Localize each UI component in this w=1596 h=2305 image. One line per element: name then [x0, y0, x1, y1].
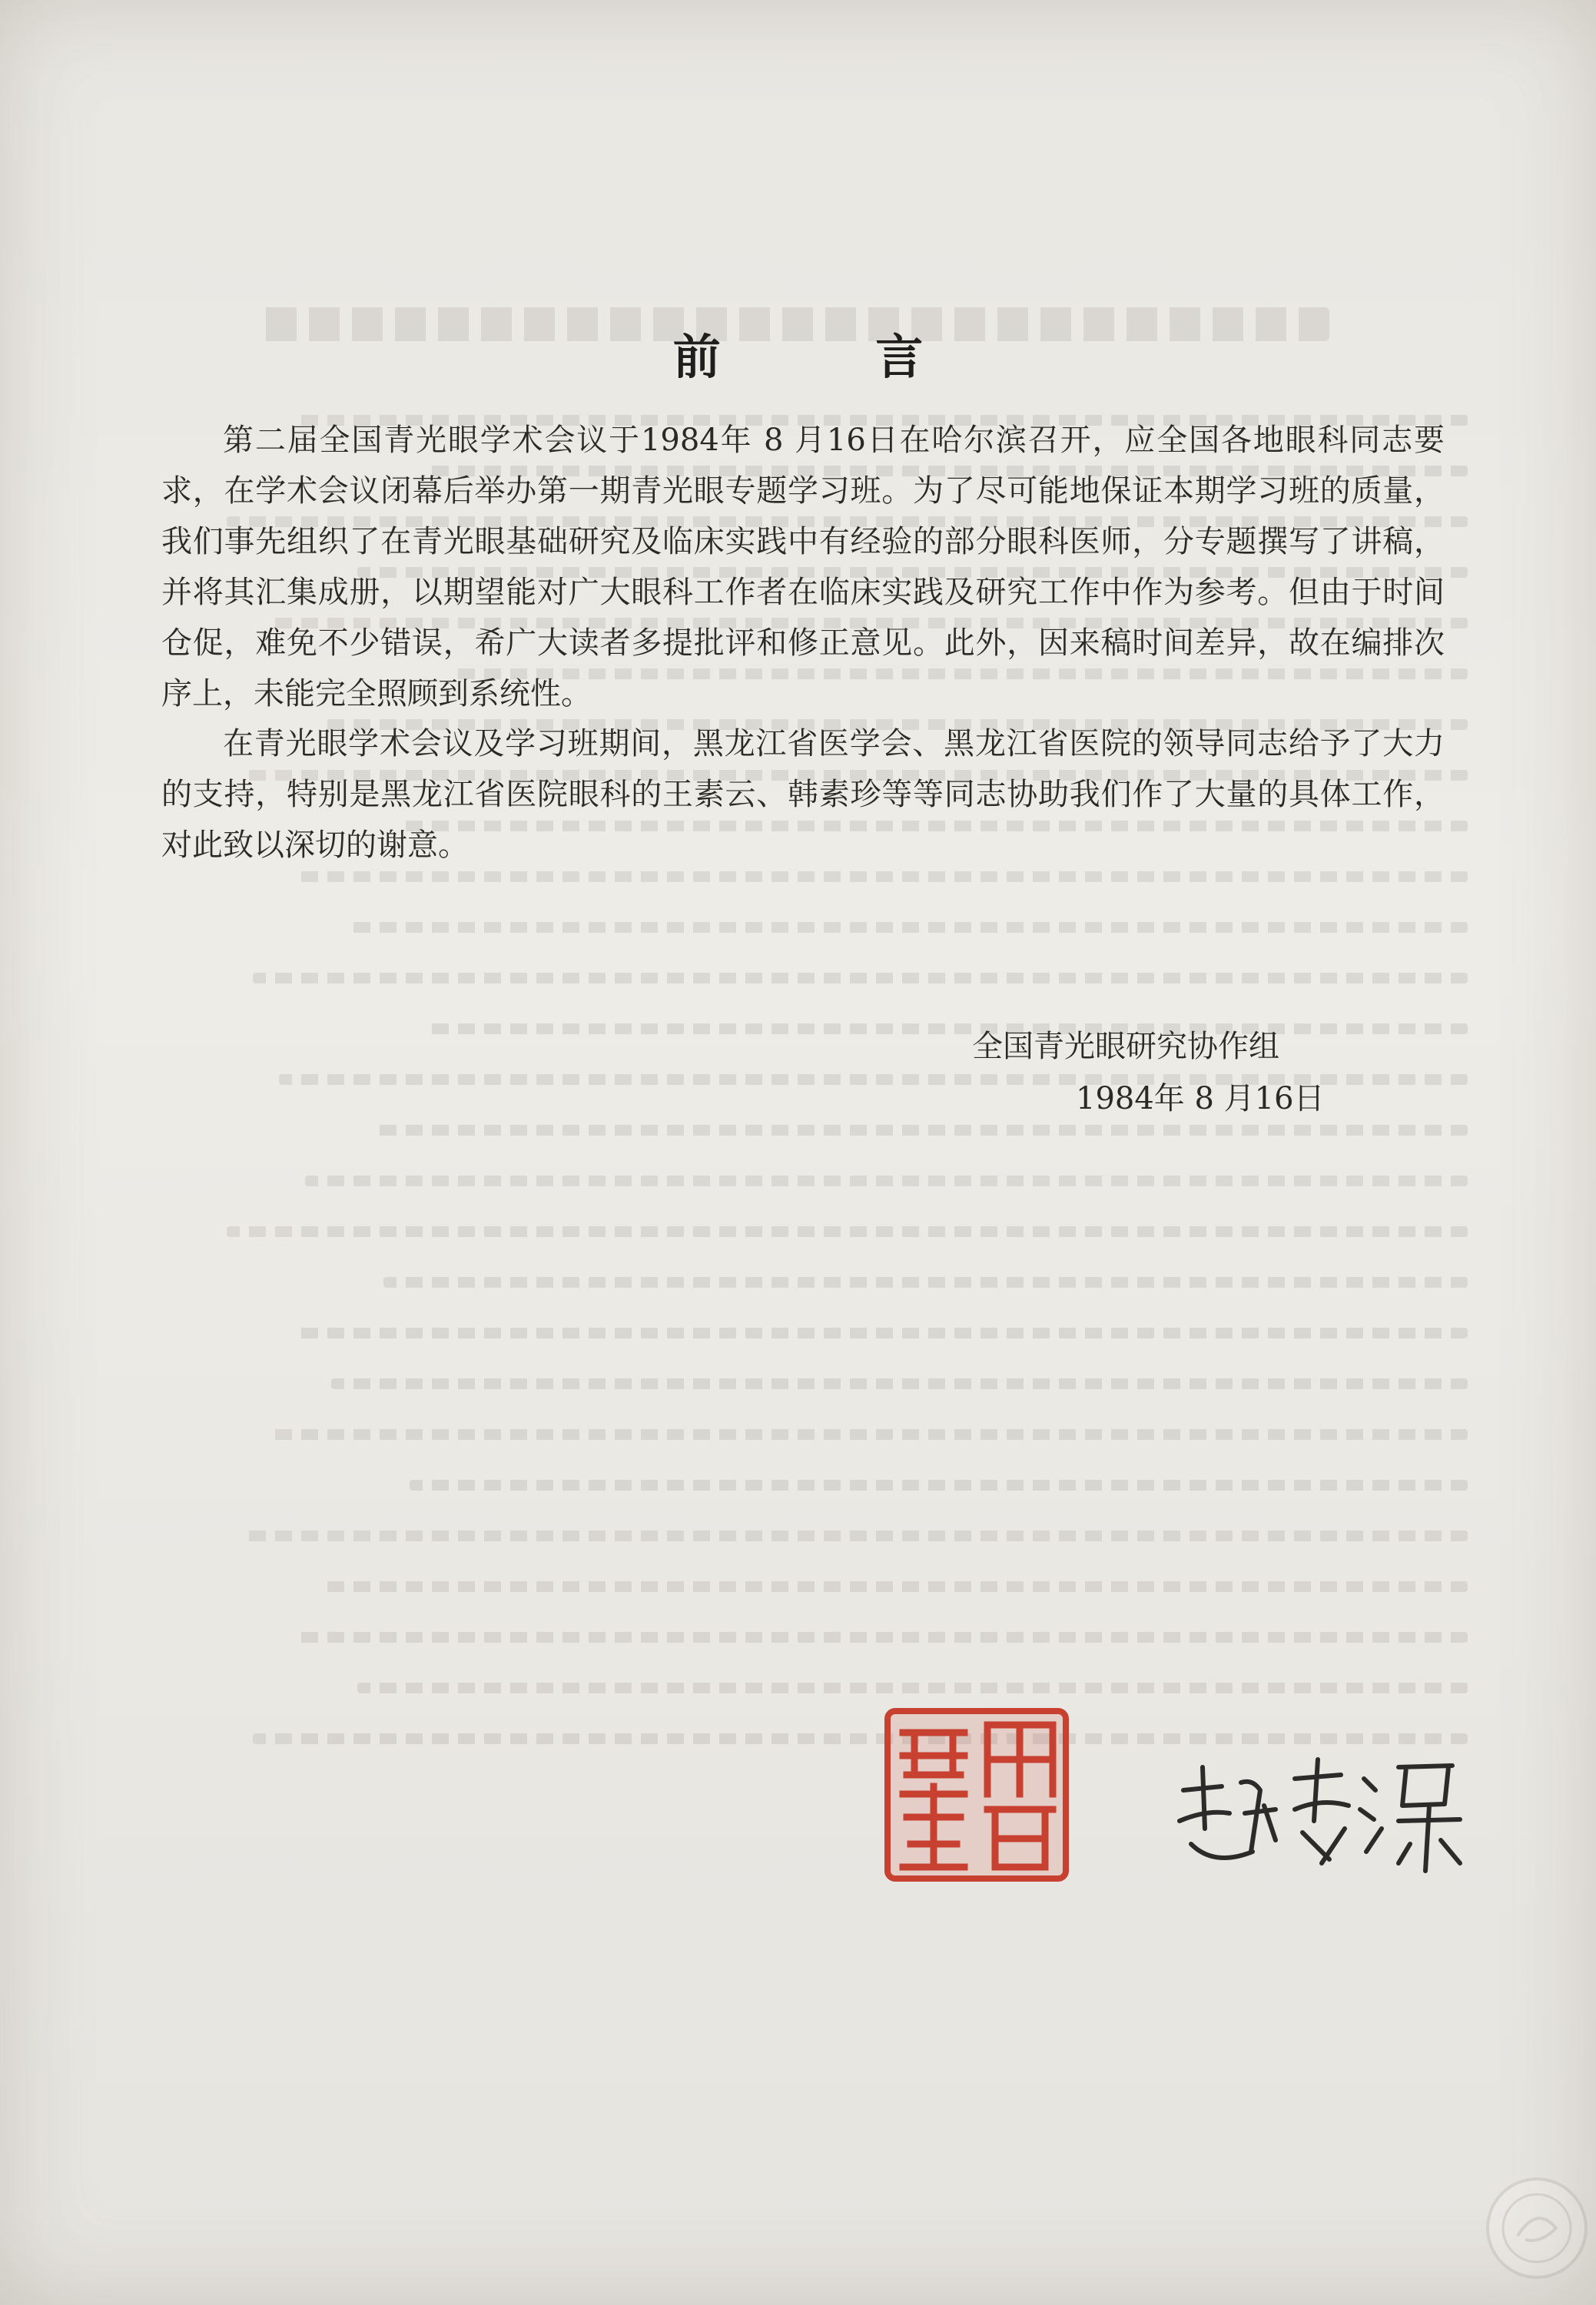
page-title: 前 言: [672, 329, 993, 385]
handwritten-signature-icon: [1168, 1736, 1475, 1882]
preface-paragraph-1: 第二届全国青光眼学术会议于1984年 8 月16日在哈尔滨召开，应全国各地眼科同志要求，在学术会议闭幕后举办第一期青光眼专题学习班。为了尽可能地保证本期学习班的质量，我们事先组织了在青光眼基础研究及临床实践中有经验的部分眼科医师，分专题撰写了讲稿，并将其汇集成册，以期望能对广大眼科工作者在临床实践及研究工作中作为参考。但由于时间仓促，难免不少错误，希广大读者多提批评和修正意见。此外，因来稿时间差异，故在编排次序上，未能完全照顾到系统性。: [161, 423, 1445, 711]
signoff-date: 1984年 8 月16日: [1076, 1081, 1325, 1116]
red-seal-stamp-icon: [880, 1702, 1076, 1886]
preface-paragraph-2: 在青光眼学术会议及学习班期间，黑龙江省医学会、黑龙江省医院的领导同志给予了大力的支持，特别是黑龙江省医院眼科的王素云、韩素珍等等同志协助我们作了大量的具体工作，对此致以深切的谢意。: [161, 726, 1445, 863]
signoff-organization: 全国青光眼研究协作组: [972, 1029, 1279, 1064]
circular-library-watermark-icon: [1483, 2174, 1591, 2282]
